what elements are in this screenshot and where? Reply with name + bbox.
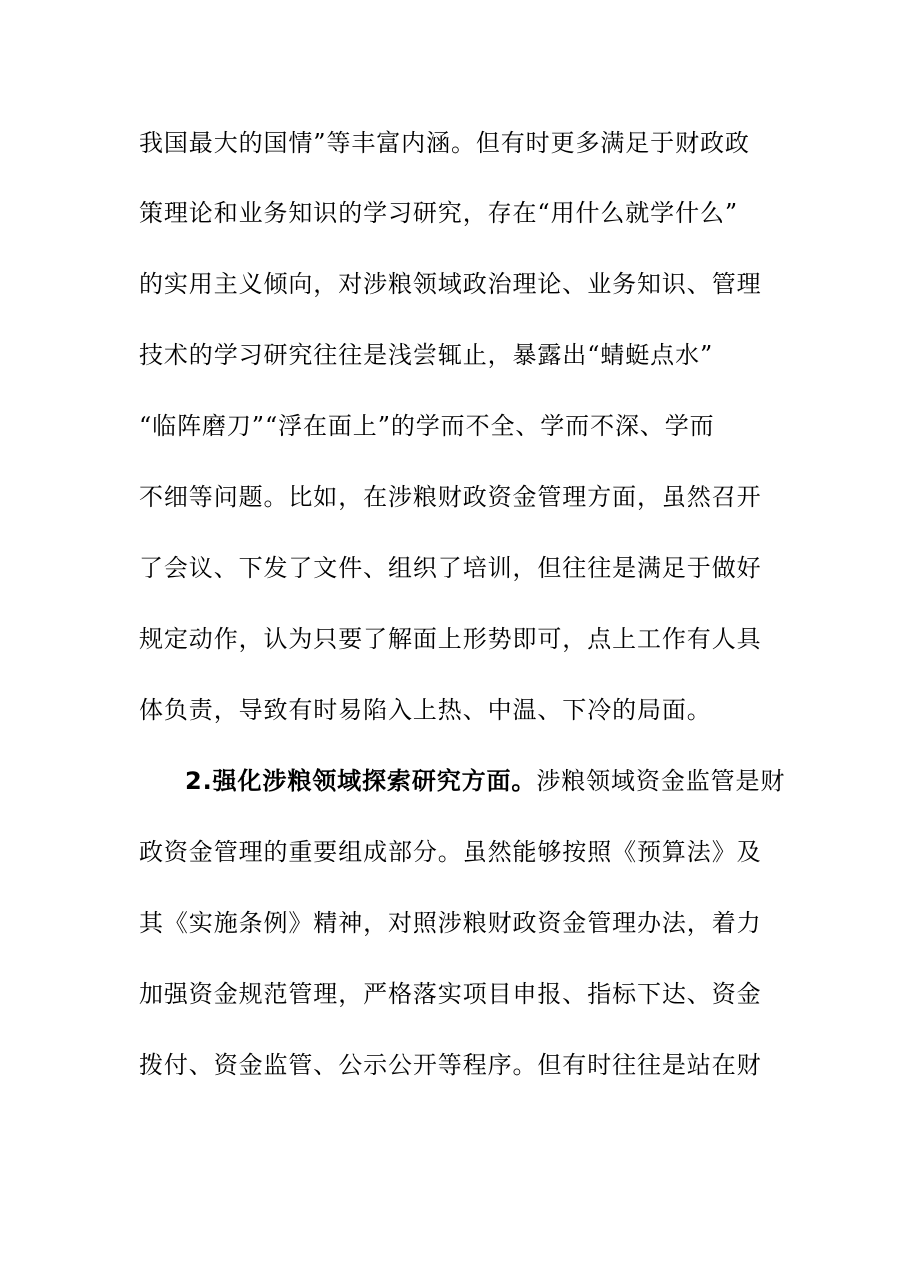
paragraph-line: 其《实施条例》精神，对照涉粮财政资金管理办法，着力 <box>139 909 762 937</box>
paragraph-line: 体负责，导致有时易陷入上热、中温、下冷的局面。 <box>139 696 712 724</box>
paragraph-line: 的实用主义倾向，对涉粮领域政治理论、业务知识、管理 <box>139 270 762 298</box>
paragraph-line: 加强资金规范管理，严格落实项目申报、指标下达、资金 <box>139 980 762 1008</box>
paragraph-line: 不细等问题。比如，在涉粮财政资金管理方面，虽然召开 <box>139 483 762 511</box>
paragraph-line: 技术的学习研究往往是浅尝辄止，暴露出“蜻蜓点水” <box>139 341 714 369</box>
section-heading: 2.强化涉粮领域探索研究方面。 <box>185 767 537 795</box>
paragraph-line: 规定动作，认为只要了解面上形势即可，点上工作有人具 <box>139 625 762 653</box>
paragraph-line: “临阵磨刀”“浮在面上”的学而不全、学而不深、学而 <box>139 412 715 440</box>
paragraph-line: 拨付、资金监管、公示公开等程序。但有时往往是站在财 <box>139 1051 762 1079</box>
paragraph-line: 政资金管理的重要组成部分。虽然能够按照《预算法》及 <box>139 838 762 866</box>
paragraph-line: 策理论和业务知识的学习研究，存在“用什么就学什么” <box>139 199 739 227</box>
paragraph-line: 我国最大的国情”等丰富内涵。但有时更多满足于财政政 <box>139 129 750 157</box>
section-text: 涉粮领域资金监管是财 <box>536 767 786 795</box>
paragraph-line: 了会议、下发了文件、组织了培训，但往往是满足于做好 <box>139 554 762 582</box>
section-2-first-line <box>185 766 786 796</box>
